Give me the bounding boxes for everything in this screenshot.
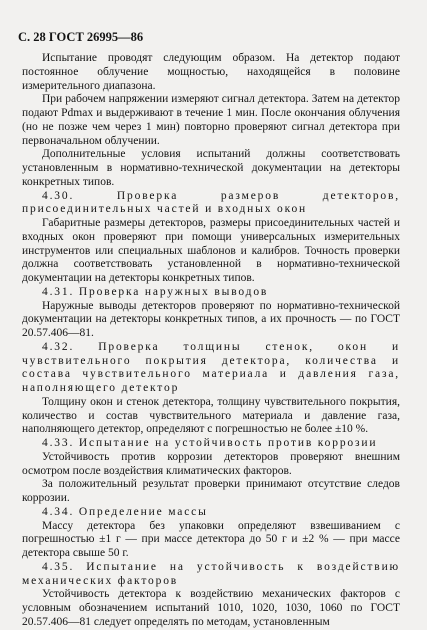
paragraph: Габаритные размеры детекторов, размеры присоединительных частей и входных окон проверяют при помощи универсальных измерительных инструментов или специальных шаблонов и калибров. Точность проверки должна соответствовать установленной в нормативно-технической документации на детекторы конкретных типов. [22,217,400,284]
paragraph: Толщину окон и стенок детектора, толщину чувствительного покрытия, количество и состав чувствительного материала и давление газа, наполняющего детектор, определяют с погрешностью не более ±10 %. [22,395,400,436]
section-heading: 4.30. Проверка размеров детекторов, присоединительных частей и входных окон [22,189,400,216]
page-header: С. 28 ГОСТ 26995—86 [18,30,144,44]
paragraph: Испытание проводят следующим образом. На детектор подают постоянное облучение мощностью, находящейся в половине измерительного диапазона. [22,52,400,92]
paragraph: При рабочем напряжении измеряют сигнал детектора. Затем на детектор подают Pdmax и выдерживают в течение 1 мин. После окончания облучения (но не позже чем через 1 мин) повторно проверяют сигнал детектора при первоначальном облучении. [22,93,400,147]
paragraph: За положительный результат проверки принимают отсутствие следов коррозии. [22,478,400,504]
paragraph: Устойчивость против коррозии детекторов проверяют внешним осмотром после воздействия климатических факторов. [22,450,400,477]
document-body [22,52,400,630]
section-heading: 4.31. Проверка наружных выводов [42,285,269,298]
paragraph: Массу детектора без упаковки определяют взвешиванием с погрешностью ±1 г — при массе детектора до 50 г и ±2 % — при массе детектора свыше 50 г. [22,519,400,559]
section-heading: 4.33. Испытание на устойчивость против коррозии [42,437,378,449]
section-heading: 4.35. Испытание на устойчивость к воздействию механических факторов [22,560,400,587]
paragraph: Дополнительные условия испытаний должны соответствовать установленным в нормативно-технической документации на детекторы конкретных типов. [22,148,400,188]
paragraph: Наружные выводы детекторов проверяют по нормативно-технической документации на детекторы конкретных типов, а их прочность — по ГОСТ 20.57.406—81. [22,299,400,339]
paragraph: Устойчивость детектора к воздействию механических факторов с условным обозначением испытаний 1010, 1020, 1030, 1060 по ГОСТ 20.57.406—81 следует определять по методам, установленным [22,588,400,628]
section-heading: 4.32. Проверка толщины стенок, окон и чувствительного покрытия детектора, количества и состава чувствительного материала и давления газа, наполняющего детектор [22,340,400,394]
section-heading: 4.34. Определение массы [42,505,208,518]
